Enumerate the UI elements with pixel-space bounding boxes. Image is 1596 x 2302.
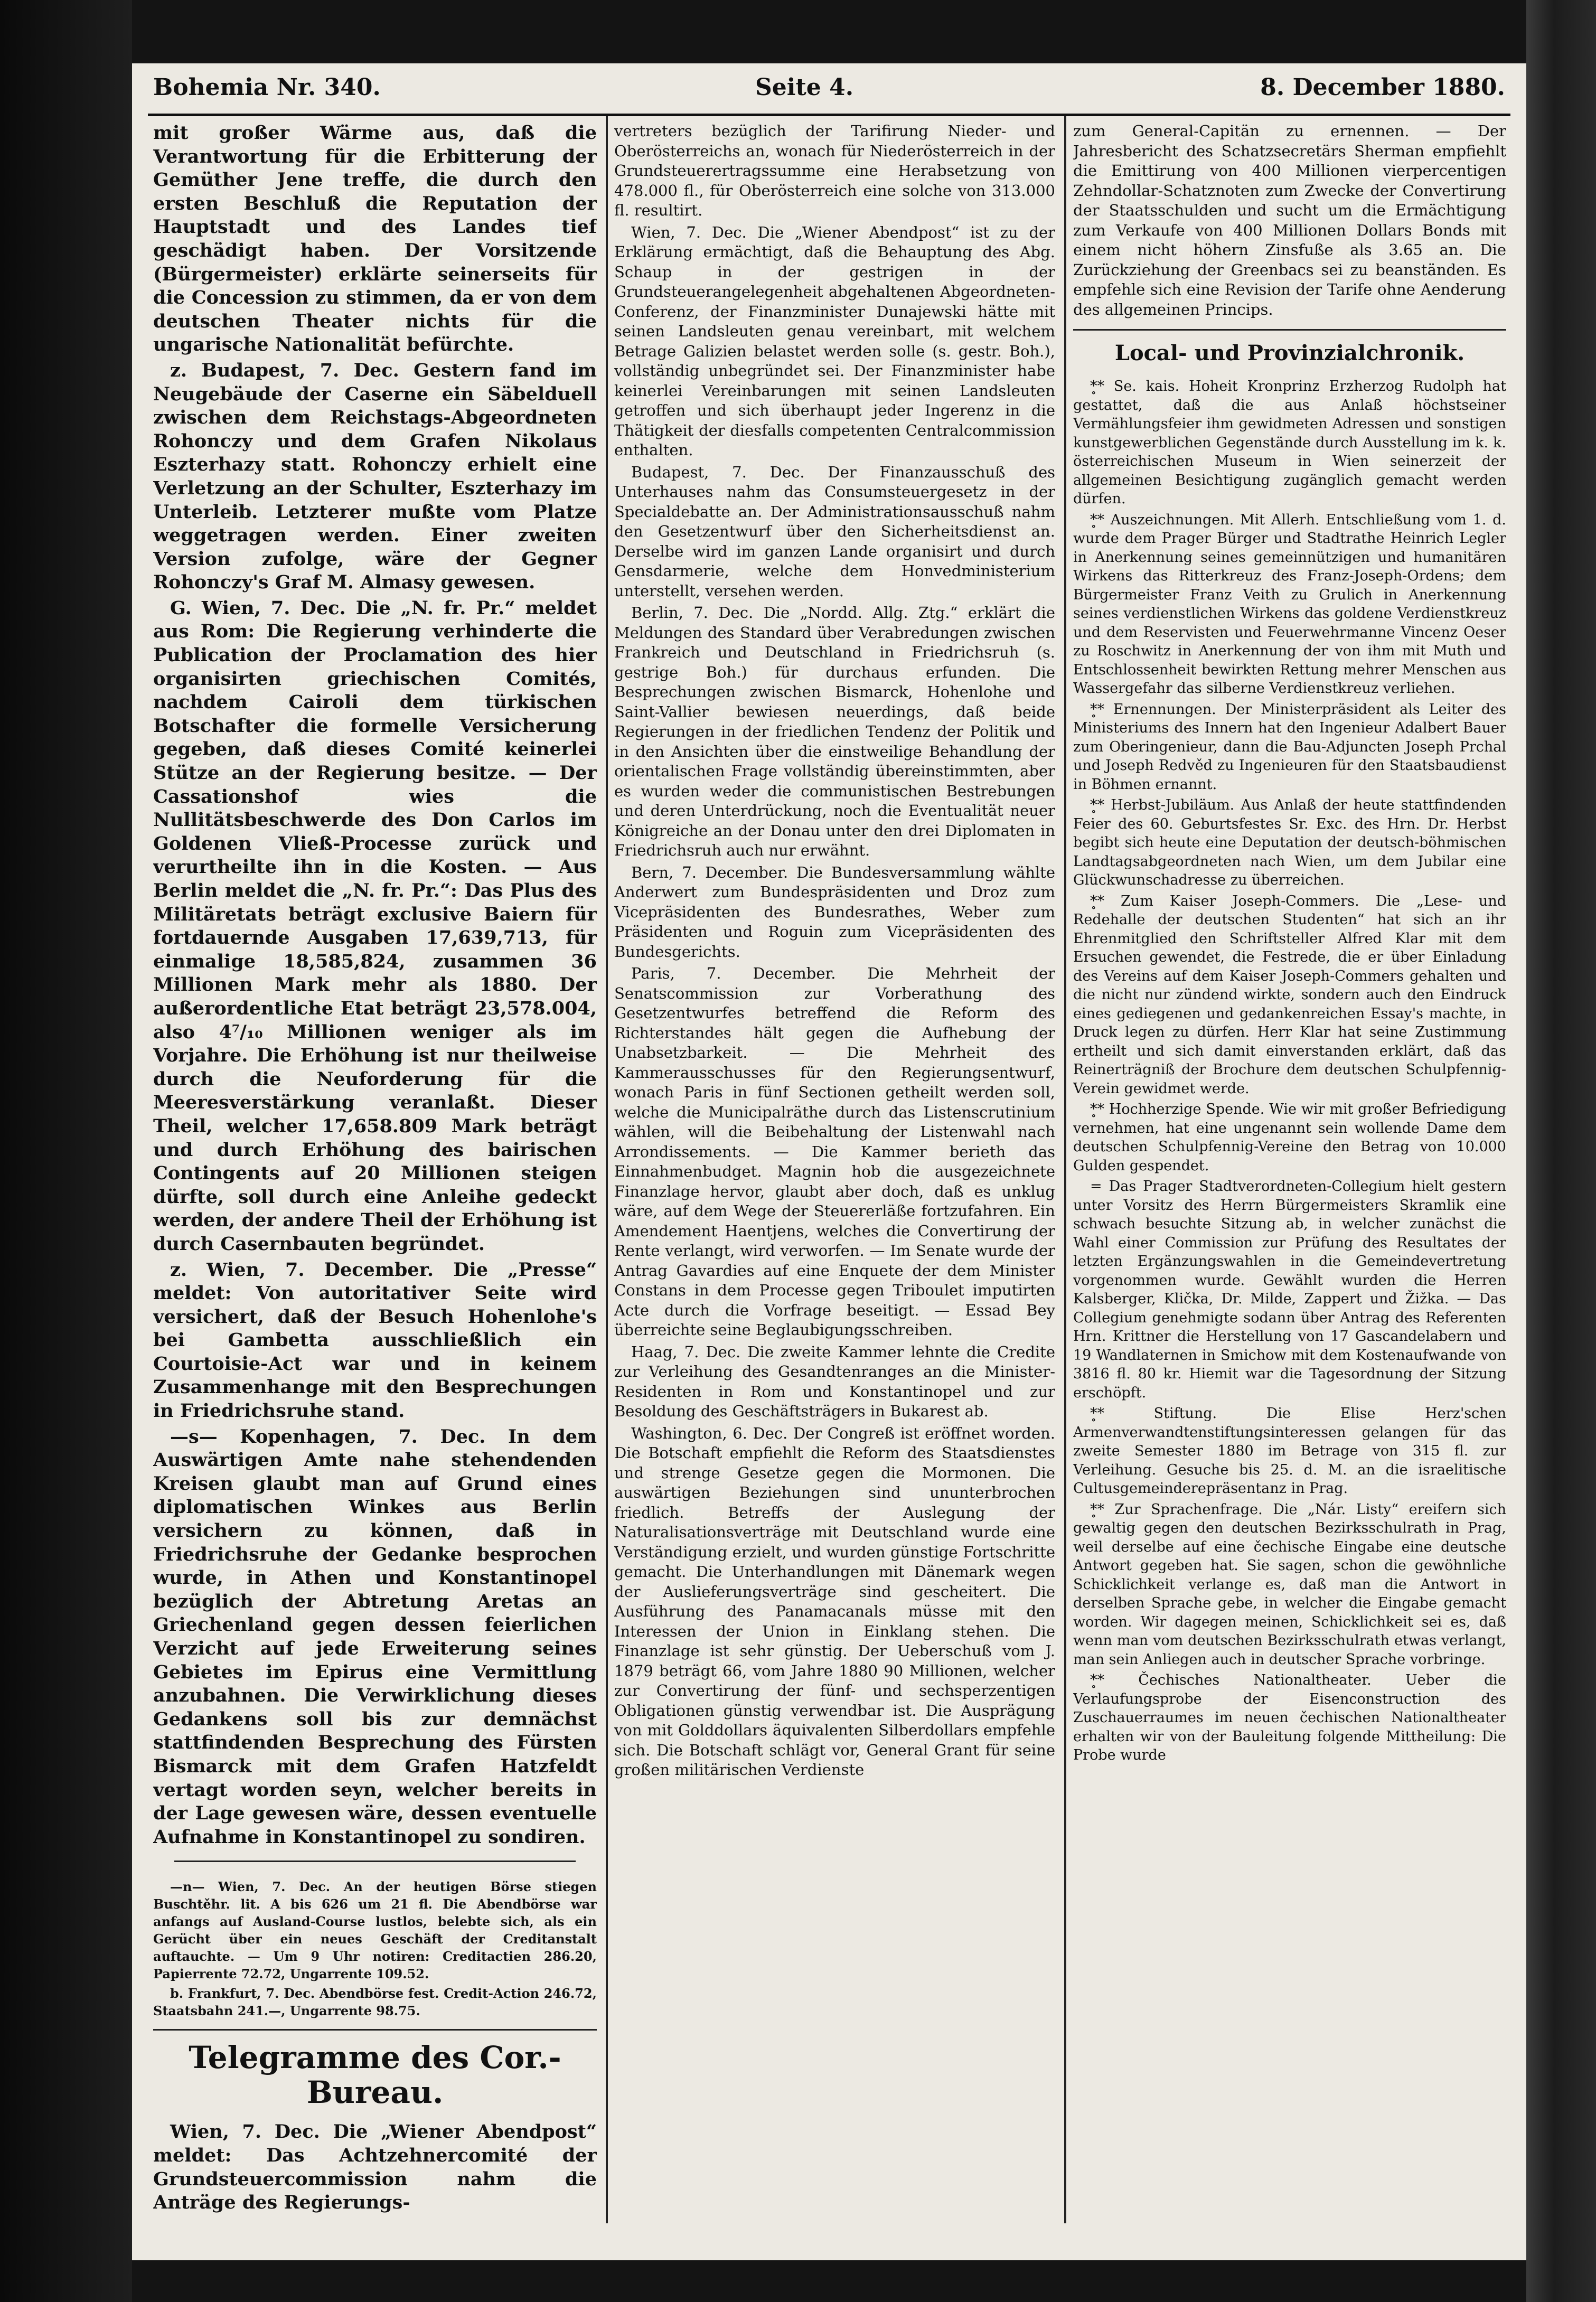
article-paragraph: zum General-Capitän zu ernennen. — Der Jahresbericht des Schatzsecretärs Sherman empfiehlt die Emittirung von 400 Millionen vierpercentigen Zehndollar-Schatznoten zum Zwecke der Convertirung der Staatsschulden und sucht um die Ermächtigung zum Verkaufe von 400 Millionen Dollars Bonds mit einem nicht höhern Zinsfuße als 3.65 an. Die Zurückziehung der Greenbacs sei zu beanständen. Es empfehle sich eine Revision der Tarife ohne Aenderung des allgemeinen Princips. xyxy=(1073,122,1506,318)
section-title: Local- und Provinzialchronik. xyxy=(1114,341,1465,365)
column-1 xyxy=(153,121,597,2223)
scan-left-margin xyxy=(0,0,132,2302)
column-3 xyxy=(1073,121,1506,2223)
article-paragraph: Budapest, 7. Dec. Der Finanzausschuß des Unterhauses nahm das Consumsteuergesetz in der Specialdebatte an. Der Administrationsausschuß nahm den Gesetzentwurf über den Sicherheitsdienst an. Derselbe wird im ganzen Lande organisirt und durch Gensdarmerie, welche dem Honvedministerium unterstellt, versehen werden. xyxy=(614,463,1055,600)
article-paragraph: Haag, 7. Dec. Die zweite Kammer lehnte die Credite zur Verleihung des Gesandtenranges an die Minister-Residenten in Rom und Konstantinopel und zur Besoldung des Geschäftsträgers in Bukarest ab. xyxy=(614,1342,1055,1420)
news-item: *̥* Ernennungen. Der Ministerpräsident als Leiter des Ministeriums des Innern hat den Ingenieur Adalbert Bauer zum Oberingenieur, dann die Bau-Adjuncten Joseph Prchal und Joseph Redvěd zu Ingenieuren für den Staatsbaudienst in Böhmen ernannt. xyxy=(1073,701,1506,793)
article-paragraph: vertreters bezüglich der Tarifirung Nieder- und Oberösterreichs an, wonach für Niederösterreich in der Grundsteuerertragssumme eine Herabsetzung von 478.000 fl., für Oberösterreich eine solche von 313.000 fl. resultirt. xyxy=(614,122,1055,219)
news-item: *̥* Se. kais. Hoheit Kronprinz Erzherzog Rudolph hat gestattet, daß die aus Anlaß höchstseiner Vermählungsfeier ihm gewidmeten Adressen und sonstigen kunstgewerblichen Gegenstände durch Ausstellung im k. k. österreichischen Museum in Wien seinerzeit der allgemeinen Besichtigung zugänglich gemacht werden dürfen. xyxy=(1073,378,1506,507)
issue-date: 8. December 1880. xyxy=(1260,74,1505,101)
article-paragraph: mit großer Wärme aus, daß die Verantwortung für die Erbitterung der Gemüther Jene treffe, die durch den ersten Beschluß die Reputation der Hauptstadt und des Landes tief geschädigt haben. Der Vorsitzende (Bürgermeister) erklärte seinerseits für die Concession zu stimmen, da er von dem deutschen Theater nichts für die ungarische Nationalität befürchte. xyxy=(153,122,597,356)
column-2 xyxy=(614,121,1055,2223)
news-item: *̥* Auszeichnungen. Mit Allerh. Entschließung vom 1. d. wurde dem Prager Bürger und Stadtrathe Heinrich Legler in Anerkennung seines gemeinnützigen und humanitären Wirkens das Ritterkreuz des Franz-Joseph-Ordens; dem Bürgermeister Franz Veith zu Grulich in Anerkennung seines verdienstlichen Wirkens das goldene Verdienstkreuz und dem Reservisten und Feuerwehrmanne Vincenz Oeser zu Roschwitz in Anerkennung der von ihm mit Muth und Entschlossenheit bewirkten Rettung mehrer Menschen aus Wassergefahr das silberne Verdienstkreuz verliehen. xyxy=(1073,511,1506,697)
stock-report: b. Frankfurt, 7. Dec. Abendbörse fest. Credit-Action 246.72, Staatsbahn 241.—, Ungarrente 98.75. xyxy=(153,1986,597,2019)
column-rule-1 xyxy=(606,116,608,2223)
article-paragraph: Washington, 6. Dec. Der Congreß ist eröffnet worden. Die Botschaft empfiehlt die Reform des Staatsdienstes und strenge Gesetze gegen die Mormonen. Die auswärtigen Beziehungen sind ununterbrochen friedlich. Betreffs der Auslegung der Naturalisationsverträge mit Deutschland wurde eine Verständigung erzielt, und wurden günstige Fortschritte gemacht. Die Unterhandlungen mit Dänemark wegen der Auslieferungsverträge sind gescheitert. Die Ausführung des Panamacanals müsse mit den Interessen der Union in Einklang stehen. Die Finanzlage ist sehr günstig. Der Ueberschuß vom J. 1879 beträgt 66, vom Jahre 1880 90 Millionen, welcher zur Convertirung der fünf- und sechsperzentigen Obligationen günstig verwendbar ist. Die Ausprägung von mit Golddollars äquivalenten Silberdollars empfehle sich. Die Botschaft schlägt vor, General Grant für seine großen militärischen Verdienste xyxy=(614,1424,1055,1779)
article-paragraph: z. Wien, 7. December. Die „Presse“ meldet: Von autoritativer Seite wird versichert, daß der Besuch Hohenlohe's bei Gambetta ausschließlich ein Courtoisie-Act war und in keinem Zusammenhange mit den Besprechungen in Friedrichsruhe stand. xyxy=(153,1258,597,1422)
page-header xyxy=(153,74,1505,111)
page-number: Seite 4. xyxy=(755,74,854,101)
masthead-issue: Bohemia Nr. 340. xyxy=(153,74,381,101)
news-item: *̥* Hochherzige Spende. Wie wir mit großer Befriedigung vernehmen, hat eine ungenannt sein wollende Dame dem deutschen Schulpfennig-Vereine den Betrag von 10.000 Gulden gespendet. xyxy=(1073,1101,1506,1174)
article-paragraph: Paris, 7. December. Die Mehrheit der Senatscommission zur Vorberathung des Gesetzentwurfes betreffend die Reform des Richterstandes hält gegen die Aufhebung der Unabsetzbarkeit. — Die Mehrheit des Kammerausschusses für den Regierungsentwurf, wonach Paris in fünf Sectionen getheilt werden soll, welche die Municipalräthe durch das Listenscrutinium wählen, will die Beibehaltung der Listenwahl nach Arrondissements. — Die Kammer berieth das Einnahmenbudget. Magnin hob die ausgezeichnete Finanzlage hervor, glaubt aber doch, daß es unklug wäre, auf dem Wege der Steuererläße fortzufahren. Ein Amendement Haentjens, welches die Convertirung der Rente verlangt, wird verworfen. — Im Senate wurde der Antrag Gavardies auf eine Enquete der dem Minister Constans in dem Processe gegen Triboulet imputirten Acte durch die Vorfrage beseitigt. — Essad Bey überreichte seine Beglaubigungsschreiben. xyxy=(614,964,1055,1339)
article-paragraph: z. Budapest, 7. Dec. Gestern fand im Neugebäude der Caserne ein Säbelduell zwischen dem Reichstags-Abgeordneten Rohonczy und dem Grafen Nikolaus Eszterhazy statt. Rohonczy erhielt eine Verletzung an der Schulter, Eszterhazy im Unterleib. Letzterer mußte vom Platze weggetragen werden. Einer zweiten Version zufolge, wäre der Gegner Rohonczy's Graf M. Almasy gewesen. xyxy=(153,359,597,594)
article-paragraph: Bern, 7. December. Die Bundesversammlung wählte Anderwert zum Bundespräsidenten und Droz zum Vicepräsidenten des Bundesrathes, Weber zum Präsidenten und Roguin zum Vicepräsidenten des Bundesgerichts. xyxy=(614,863,1055,961)
news-item: *̥* Zum Kaiser Joseph-Commers. Die „Lese- und Redehalle der deutschen Studenten“ hat sich an ihr Ehrenmitglied den Schriftsteller Alfred Klar mit dem Ersuchen gewendet, die Festrede, die er über Einladung des Vereins auf dem Kaiser Joseph-Commers gehalten und die nicht nur zündend wirkte, sondern auch den Eindruck eines gediegenen und gedankenreichen Essay's machte, in Druck legen zu dürfen. Herr Klar hat seine Zustimmung ertheilt und sich damit einverstanden erklärt, daß das Reinerträgniß der Brochure dem deutschen Schulpfennig-Verein gewidmet werde. xyxy=(1073,892,1506,1097)
stock-report: —n— Wien, 7. Dec. An der heutigen Börse stiegen Buschtěhr. lit. A bis 626 um 21 fl. Die Abendbörse war anfangs auf Ausland-Course lustlos, belebte sich, als ein Gerücht über ein neues Geschäft der Creditanstalt auftauchte. — Um 9 Uhr notiren: Creditactien 286.20, Papierrente 72.72, Ungarrente 109.52. xyxy=(153,1879,597,1982)
article-paragraph: Berlin, 7. Dec. Die „Nordd. Allg. Ztg.“ erklärt die Meldungen des Standard über Verabredungen zwischen Frankreich und Deutschland in Friedrichsruh (s. gestrige Boh.) für durchaus erfunden. Die Besprechungen zwischen Bismarck, Hohenlohe und Saint-Vallier bewiesen neuerdings, daß beide Regierungen in der friedlichen Tendenz der Politik und in den Ansichten über die einstweilige Behandlung der orientalischen Frage vollständig übereinstimmten, aber es wurden weder die communistischen Bestrebungen und deren Unterdrückung, noch die Eventualität neuer Königreiche an der Donau unter den drei Diplomaten in Friedrichsruh auch nur erwähnt. xyxy=(614,604,1055,859)
newspaper-page xyxy=(132,63,1526,2260)
article-paragraph: Wien, 7. Dec. Die „Wiener Abendpost“ ist zu der Erklärung ermächtigt, daß die Behauptung des Abg. Schaup in der gestrigen in der Grundsteuerangelegenheit abgehaltenen Abgeordneten-Conferenz, der Finanzminister Dunajewski hätte mit seinen Landsleuten genau vereinbart, mit welchem Betrage Galizien belastet werden solle (s. gestr. Boh.), vollständig unbegründet sei. Der Finanzminister habe keinerlei Vereinbarungen mit seinen Landsleuten getroffen und sich überhaupt jeder Ingerenz in die Thätigkeit der diesfalls competenten Centralcommission enthalten. xyxy=(614,223,1055,459)
news-item: *̥* Herbst-Jubiläum. Aus Anlaß der heute stattfindenden Feier des 60. Geburtsfestes Sr. Exc. des Hrn. Dr. Herbst begibt sich heute eine Deputation der deutsch-böhmischen Landtagsabgeordneten nach Wien, um dem Jubilar eine Glückwunschadresse zu überreichen. xyxy=(1073,797,1506,888)
section-divider xyxy=(153,2029,597,2031)
column-rule-2 xyxy=(1064,116,1066,2223)
section-divider xyxy=(1073,329,1506,331)
section-divider xyxy=(174,1861,576,1862)
article-paragraph: —s— Kopenhagen, 7. Dec. In dem Auswärtigen Amte nahe stehendenden Kreisen glaubt man auf Grund eines diplomatischen Winkes aus Berlin versichern zu können, daß in Friedrichsruhe der Gedanke besprochen wurde, in Athen und Konstantinopel bezüglich der Abtretung Aretas an Griechenland gegen dessen feierlichen Verzicht auf jede Erweiterung seines Gebietes im Epirus eine Vermittlung anzubahnen. Die Verwirklichung dieses Gedankens soll bis zur demnächst stattfindenden Besprechung des Fürsten Bismarck mit dem Grafen Hatzfeldt vertagt worden seyn, welcher bereits in der Lage gewesen wäre, dessen eventuelle Aufnahme in Konstantinopel zu sondiren. xyxy=(153,1425,597,1848)
news-item: *̥* Stiftung. Die Elise Herz'schen Armenverwandtenstiftungsinteressen gelangen für das zweite Semester 1880 im Betrage von 315 fl. zur Verleihung. Gesuche bis 25. d. M. an die israelitische Cultusgemeinderepräsentanz in Prag. xyxy=(1073,1405,1506,1497)
news-item: *̥* Čechisches Nationaltheater. Ueber die Verlaufungsprobe der Eisenconstruction des Zuschauerraumes im neuen čechischen Nationaltheater erhalten wir von der Bauleitung folgende Mittheilung: Die Probe wurde xyxy=(1073,1672,1506,1763)
scan-right-margin xyxy=(1526,0,1596,2302)
article-paragraph: Wien, 7. Dec. Die „Wiener Abendpost“ meldet: Das Achtzehnercomité der Grundsteuercommission nahm die Anträge des Regierungs- xyxy=(153,2121,597,2214)
news-item: *̥* Zur Sprachenfrage. Die „Nár. Listy“ ereifern sich gewaltig gegen den deutschen Bezirksschulrath in Prag, weil derselbe auf eine čechische Eingabe eine deutsche Antwort gegeben hat. Sie sagen, schon die gewöhnliche Schicklichkeit verlange es, daß man die Antwort in derselben Sprache gebe, in welcher die Eingabe gemacht worden. Wir dagegen meinen, Schicklichkeit sei es, daß wenn man vom deutschen Bezirksschulrath etwas verlangt, man sein Anliegen auch in deutscher Sprache vorbringe. xyxy=(1073,1501,1506,1668)
header-rule xyxy=(148,114,1510,116)
article-paragraph: G. Wien, 7. Dec. Die „N. fr. Pr.“ meldet aus Rom: Die Regierung verhinderte die Publication der Proclamation des hier organisirten griechischen Comités, nachdem Cairoli dem türkischen Botschafter die formelle Versicherung gegeben, daß dieses Comité keinerlei Stütze an der Regierung besitze. — Der Cassationshof wies die Nullitätsbeschwerde des Don Carlos im Goldenen Vließ-Processe zurück und verurtheilte ihn in die Kosten. — Aus Berlin meldet die „N. fr. Pr.“: Das Plus des Militäretats beträgt exclusive Baiern für fortdauernde Ausgaben 17,639,713, für einmalige 18,585,824, zusammen 36 Millionen Mark mehr als 1880. Der außerordentliche Etat beträgt 23,578.004, also 4⁷/₁₀ Millionen weniger als im Vorjahre. Die Erhöhung ist nur theilweise durch die Neuforderung für die Meeresverstärkung veranlaßt. Dieser Theil, welcher 17,658.809 Mark beträgt und durch Erhöhung des bairischen Contingents auf 20 Millionen steigen dürfte, soll durch eine Anleihe gedeckt werden, der andere Theil der Erhöhung ist durch Casernbauten begründet. xyxy=(153,597,597,1255)
news-item: = Das Prager Stadtverordneten-Collegium hielt gestern unter Vorsitz des Herrn Bürgermeisters Skramlik eine schwach besuchte Sitzung ab, in welcher zunächst die Wahl einer Commission zur Prüfung des Resultates der letzten Ergänzungswahlen in die Gemeindevertretung vorgenommen wurde. Gewählt wurden die Herren Kalsberger, Klička, Dr. Milde, Zappert und Žižka. — Das Collegium genehmigte sodann über Antrag des Referenten Hrn. Krittner die Herstellung von 17 Gascandelabern und 19 Wandlaternen in Smichow mit dem Kostenaufwande von 3816 fl. 80 kr. Hiemit war die Tagesordnung der Sitzung erschöpft. xyxy=(1073,1178,1506,1401)
section-title: Telegramme des Cor.-Bureau. xyxy=(189,2040,561,2111)
